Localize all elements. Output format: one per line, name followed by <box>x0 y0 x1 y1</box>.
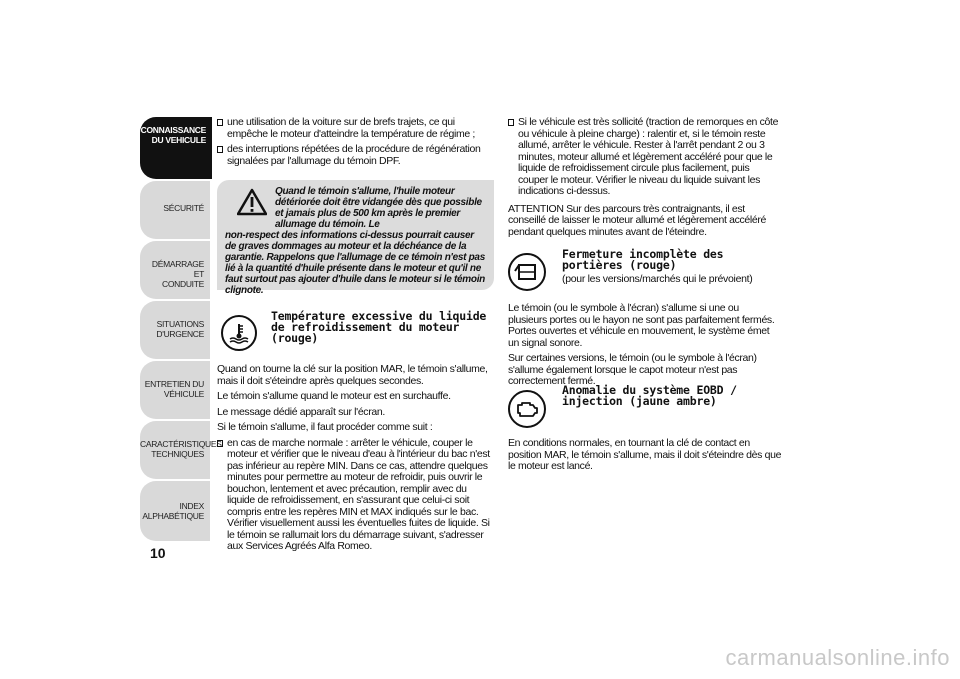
doors-heading: Fermeture incomplète des portières (rouge) <box>562 247 724 272</box>
eobd-heading: Anomalie du système EOBD / injection (jaune ambre) <box>562 383 737 408</box>
tab-label: CARACTÉRISTIQUES TECHNIQUES <box>140 439 222 459</box>
tab-label: ENTRETIEN DU VÉHICULE <box>144 379 204 399</box>
tab-demarrage-conduite[interactable] <box>140 241 210 299</box>
engine-check-icon <box>508 390 546 428</box>
coolant-heading: Température excessive du liquide de refroidissement du moteur (rouge) <box>271 309 487 345</box>
tab-situations-urgence[interactable] <box>140 301 210 359</box>
tab-label: CONNAISSANCE DU VEHICULE <box>140 125 206 145</box>
paragraph: Le témoin (ou le symbole à l'écran) s'allume si une ou plusieurs portes ou le hayon ne sont pas parfaitement fermés. Portes ouvertes et véhicule en mouvement, le système émet un signal sonore. <box>508 302 775 349</box>
tab-connaissance-vehicule[interactable] <box>140 117 212 179</box>
tab-label: SÉCURITÉ <box>163 203 204 213</box>
list-item <box>217 438 494 553</box>
tab-caracteristiques-techniques[interactable] <box>140 421 222 479</box>
tab-label: INDEX ALPHABÉTIQUE <box>142 501 204 521</box>
paragraph: Sur certaines versions, le témoin (ou le symbole à l'écran) s'allume également lorsque le capot moteur n'est pas correctement fermé. <box>508 352 757 387</box>
warning-text-part2: non-respect des informations ci-dessus pourrait causer de graves dommages au moteur et la déchéance de la garantie. Rappelons que l'allumage de ce témoin n'est pas lié à la quantité d'huile présente dans le moteur et qu'il ne faut surtout pas ajouter d'huile dans le moteur si le témoin clignote. <box>225 230 485 296</box>
bullet-text: des interruptions répétées de la procédure de régénération signalées par l'allumage du témoin DPF. <box>227 143 481 167</box>
right-top-block <box>508 117 780 242</box>
doors-body <box>508 303 780 392</box>
warning-box <box>217 180 494 296</box>
tab-securite[interactable] <box>140 181 210 239</box>
attention-paragraph: ATTENTION Sur des parcours très contraignants, il est conseillé de laisser le moteur allumé et légèrement accéléré pendant quelques minutes avant de l'éteindre. <box>508 202 766 238</box>
bullet-text: une utilisation de la voiture sur de brefs trajets, ce qui empêche le moteur d'atteindre la température de régime ; <box>227 116 475 140</box>
page-number: 10 <box>150 545 166 561</box>
list-item <box>508 117 780 198</box>
left-intro-bullets <box>217 117 494 171</box>
paragraph: Quand on tourne la clé sur la position MAR, le témoin s'allume, mais il doit s'éteindre après quelques secondes. <box>217 363 488 387</box>
doors-subtitle: (pour les versions/marchés qui le prévoient) <box>562 273 753 285</box>
tab-entretien-vehicule[interactable] <box>140 361 210 419</box>
coolant-temperature-icon <box>221 315 257 351</box>
list-item <box>217 117 494 140</box>
paragraph: Le message dédié apparaît sur l'écran. <box>217 405 385 418</box>
warning-text <box>225 186 486 296</box>
tab-index-alphabetique[interactable] <box>140 481 210 541</box>
list-item <box>217 144 494 167</box>
bullet-text: en cas de marche normale : arrêter le véhicule, couper le moteur et vérifier que le niveau d'eau à l'intérieur du bac n'est pas inférieur au repère MIN. Dans ce cas, attendre quelques minutes pour permettre au moteur de refroidir, puis ouvrir le bouchon, lentement et avec précaution, remplir avec du liquide de refroidissement, en s'assurant que celui-ci soit compris entre les repères MIN et MAX indiqués sur le bac. Vérifier visuellement aussi les éventuelles fuites de liquide. Si le témoin se rallumait lors du démarrage suivant, s'adresser aux Services Agréés Alfa Romeo. <box>227 436 490 552</box>
watermark: carmanualsonline.info <box>725 645 950 670</box>
eobd-body <box>508 438 783 477</box>
paragraph: Si le témoin s'allume, il faut procéder comme suit : <box>217 421 433 433</box>
paragraph: En conditions normales, en tournant la clé de contact en position MAR, le témoin s'allume, mais il doit s'éteindre dès que le moteur est lancé. <box>508 437 782 472</box>
coolant-body <box>217 364 494 557</box>
paragraph: Le témoin s'allume quand le moteur est en surchauffe. <box>217 390 451 402</box>
warning-text-part1: Quand le témoin s'allume, l'huile moteur détériorée doit être vidangée dès que possible et jamais plus de 500 km après le premier allumage du témoin. Le <box>275 186 482 230</box>
bullet-text: Si le véhicule est très sollicité (traction de remorques en côte ou véhicule à pleine charge) : ralentir et, si le témoin reste allumé, arrêter le véhicule. Rester à l'arrêt pendant 2 ou 3 minutes, moteur allumé et légèrement accéléré pour que le liquide de refroidissement circule plus facilement, puis couper le moteur. Vérifier le niveau du liquide suivant les indications ci-dessus. <box>518 116 779 197</box>
tab-label: SITUATIONS D'URGENCE <box>156 319 204 339</box>
door-open-icon <box>508 253 546 291</box>
tab-label: DÉMARRAGE ET CONDUITE <box>151 259 204 289</box>
